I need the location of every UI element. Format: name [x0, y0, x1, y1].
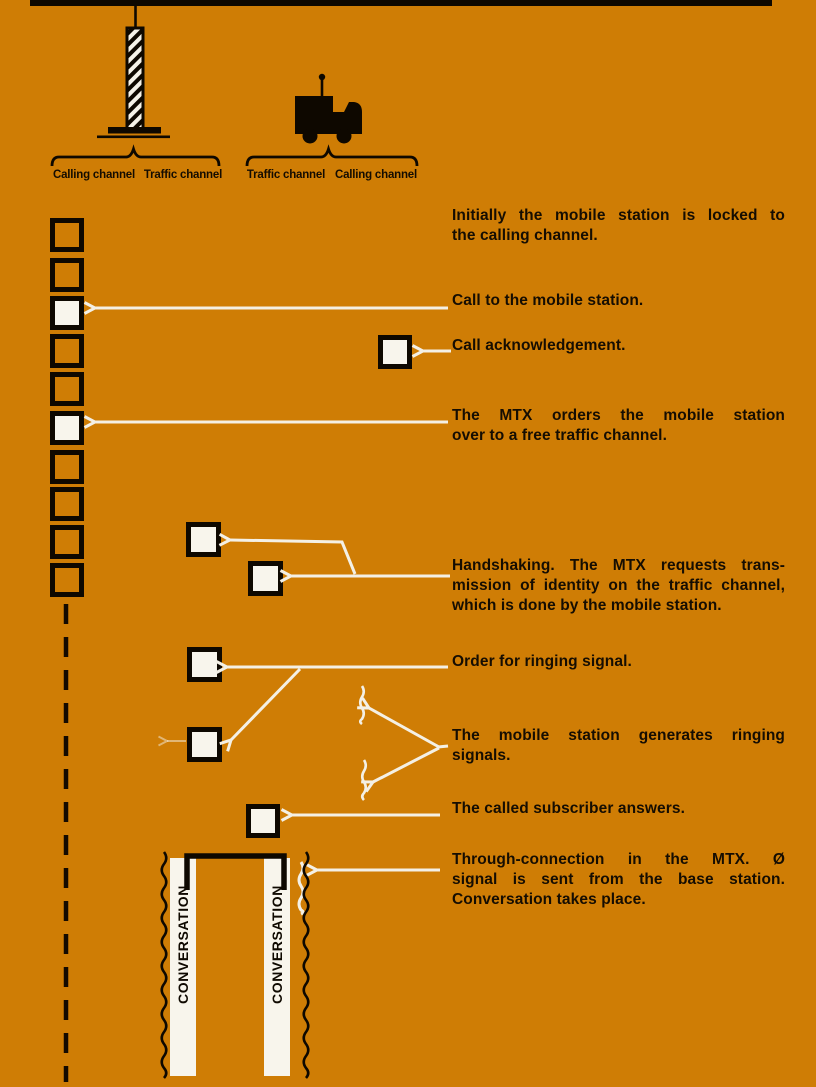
- arrow-ring-signal-down: [373, 748, 439, 782]
- calling-channel-frame-order-signal: [50, 411, 84, 445]
- mobile-station-channel-bracket: [247, 149, 417, 166]
- step-text-locked: [452, 206, 785, 246]
- calling-channel-frame: [50, 218, 84, 252]
- step-text-mtx-orders: [452, 406, 785, 446]
- ring-order-signal-box: [187, 647, 222, 682]
- step-line: Call acknowledgement.: [452, 337, 626, 354]
- arrow-ring-signal-up: [369, 708, 439, 747]
- step-text-handshaking: [452, 556, 785, 616]
- step-line: signal is sent from the base station.: [452, 871, 785, 888]
- conversation-wavy-right: [304, 852, 309, 1078]
- arrow-ring-generate: [231, 669, 300, 740]
- calling-channel-frame-call-signal: [50, 296, 84, 330]
- label-mobile-traffic-channel: Traffic channel: [246, 169, 326, 181]
- calling-channel-frame: [50, 563, 84, 597]
- calling-channel-frame: [50, 334, 84, 368]
- ack-signal-box: [378, 335, 412, 369]
- step-line: mission of identity on the traffic channel,: [452, 577, 785, 594]
- step-line: Call to the mobile station.: [452, 292, 644, 309]
- step-line: signals.: [452, 747, 511, 764]
- step-text-ring-order: [452, 652, 785, 672]
- step-line: Order for ringing signal.: [452, 653, 632, 670]
- ringing-squiggle-1: [360, 686, 364, 724]
- arrow-ring-signals-stub: [438, 746, 448, 747]
- page-top-rule: [30, 0, 772, 6]
- label-base-calling-channel: Calling channel: [53, 169, 135, 181]
- base-station-channel-bracket: [52, 149, 219, 166]
- ringing-squiggle-2: [362, 760, 366, 800]
- conversation-wavy-left: [162, 852, 167, 1078]
- calling-channel-frame: [50, 372, 84, 406]
- ring-generate-signal-box: [187, 727, 222, 762]
- step-line: Initially the mobile station is locked to: [452, 207, 785, 224]
- conversation-label-right: CONVERSATION: [269, 885, 285, 1005]
- step-text-call: [452, 291, 785, 311]
- calling-channel-frame: [50, 258, 84, 292]
- step-text-answer: [452, 799, 785, 819]
- phi-signal-squiggle: [299, 862, 303, 914]
- conversation-label-left: CONVERSATION: [175, 885, 191, 1005]
- step-line: The mobile station generates ringing: [452, 727, 785, 744]
- step-line: Conversation takes place.: [452, 891, 646, 908]
- step-line: Through-connection in the MTX. Ø: [452, 851, 785, 868]
- handshake-signal-box-1: [186, 522, 221, 557]
- step-line: Handshaking. The MTX requests trans-: [452, 557, 785, 574]
- step-line: the calling channel.: [452, 227, 598, 244]
- step-line: The called subscriber answers.: [452, 800, 686, 817]
- step-text-ack: [452, 336, 785, 356]
- step-line: over to a free traffic channel.: [452, 427, 667, 444]
- step-line: which is done by the mobile station.: [452, 597, 722, 614]
- step-line: The MTX orders the mobile station: [452, 407, 785, 424]
- calling-channel-frame: [50, 487, 84, 521]
- label-base-traffic-channel: Traffic channel: [143, 169, 223, 181]
- step-text-ring-gen: [452, 726, 785, 766]
- calling-channel-frame: [50, 450, 84, 484]
- truck-icon: [295, 74, 362, 144]
- radio-tower-icon: [97, 2, 170, 138]
- answer-signal-box: [246, 804, 280, 838]
- calling-channel-frame: [50, 525, 84, 559]
- label-mobile-calling-channel: Calling channel: [335, 169, 417, 181]
- handshake-signal-box-2: [248, 561, 283, 596]
- step-text-through: [452, 850, 785, 910]
